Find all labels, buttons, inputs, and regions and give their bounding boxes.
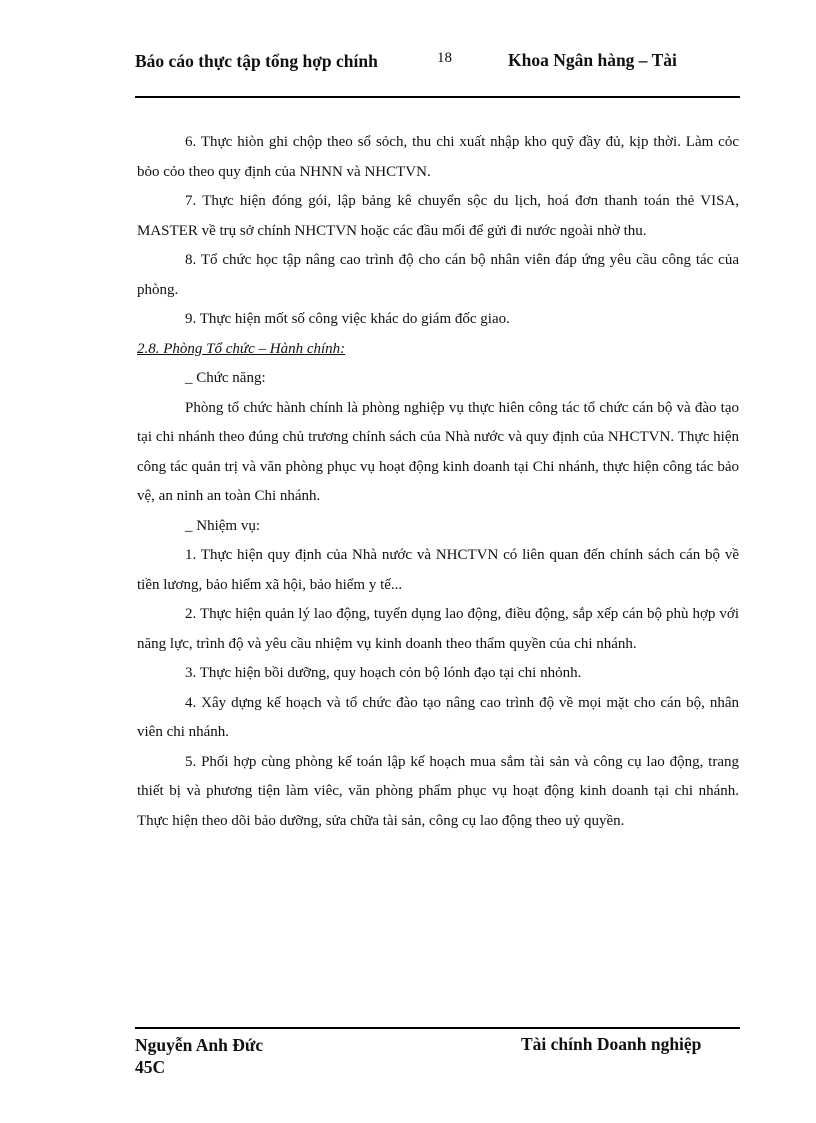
- document-body: [137, 128, 739, 836]
- function-paragraph: Phòng tổ chức hành chính là phòng nghiệp vụ thực hiên công tác tổ chức cán bộ và đào tạo tại chi nhánh theo đúng chủ trương chính sách của Nhà nước và quy định của NHCTVN. Thực hiện công tác quản trị và văn phòng phục vụ hoạt động kinh doanh tại Chi nhánh, thực hiện công tác bảo vệ, an ninh an toàn Chi nhánh.: [137, 399, 739, 504]
- header-report-title: Báo cáo thực tập tổng hợp chính: [135, 51, 378, 71]
- function-label: _ Chức năng:: [185, 370, 266, 386]
- paragraph: 8. Tổ chức học tập nâng cao trình độ cho cán bộ nhân viên đáp ứng yêu cầu công tác của phòng.: [137, 252, 739, 298]
- page-number: 18: [437, 50, 452, 66]
- paragraph: 6. Thực hiòn ghi chộp theo sổ sỏch, thu chi xuất nhập kho quỹ đầy đủ, kịp thời. Làm cỏc bỏo cỏo theo quy định của NHNN và NHCTVN.: [137, 134, 739, 180]
- duty-item: 4. Xây dựng kế hoạch và tổ chức đào tạo nâng cao trình độ về mọi mặt cho cán bộ, nhân viên chi nhánh.: [137, 694, 739, 740]
- duty-item: 5. Phối hợp cùng phòng kế toán lập kế hoạch mua sắm tài sản và công cụ lao động, trang thiết bị và phương tiện làm viêc, văn phòng phẩm phục vụ hoạt động kinh doanh tại chi nhánh. Thực hiện theo dõi bảo dưỡng, sửa chữa tài sản, công cụ lao động theo uỷ quyền.: [137, 753, 739, 829]
- header-faculty: Khoa Ngân hàng – Tài: [508, 50, 677, 70]
- duty-item: 3. Thực hiện bồi dưỡng, quy hoạch cỏn bộ lónh đạo tại chi nhỏnh.: [185, 665, 582, 681]
- duty-item: 1. Thực hiện quy định của Nhà nước và NHCTVN có liên quan đến chính sách cán bộ về tiền lương, bảo hiểm xã hội, bảo hiểm y tế...: [137, 547, 739, 593]
- footer-author: Nguyễn Anh Đức 45C: [135, 1035, 264, 1077]
- duty-label: _ Nhiệm vụ:: [185, 517, 260, 534]
- page-header: [135, 48, 740, 98]
- page-footer: [135, 1027, 740, 1077]
- section-heading: 2.8. Phòng Tổ chức – Hành chính:: [137, 340, 346, 357]
- paragraph: 7. Thực hiện đóng gói, lập bảng kê chuyển sộc du lịch, hoá đơn thanh toán thẻ VISA, MASTER về trụ sở chính NHCTVN hoặc các đầu mối để gửi đi nước ngoài nhờ thu.: [137, 193, 739, 239]
- footer-major: Tài chính Doanh nghiệp: [521, 1034, 702, 1054]
- duty-item: 2. Thực hiện quản lý lao động, tuyển dụng lao động, điều động, sắp xếp cán bộ phù hợp với năng lực, trình độ và yêu cầu nhiệm vụ kinh doanh theo thẩm quyền của chi nhánh.: [137, 606, 739, 652]
- paragraph: 9. Thực hiện mốt số công việc khác do giám đốc giao.: [185, 311, 510, 327]
